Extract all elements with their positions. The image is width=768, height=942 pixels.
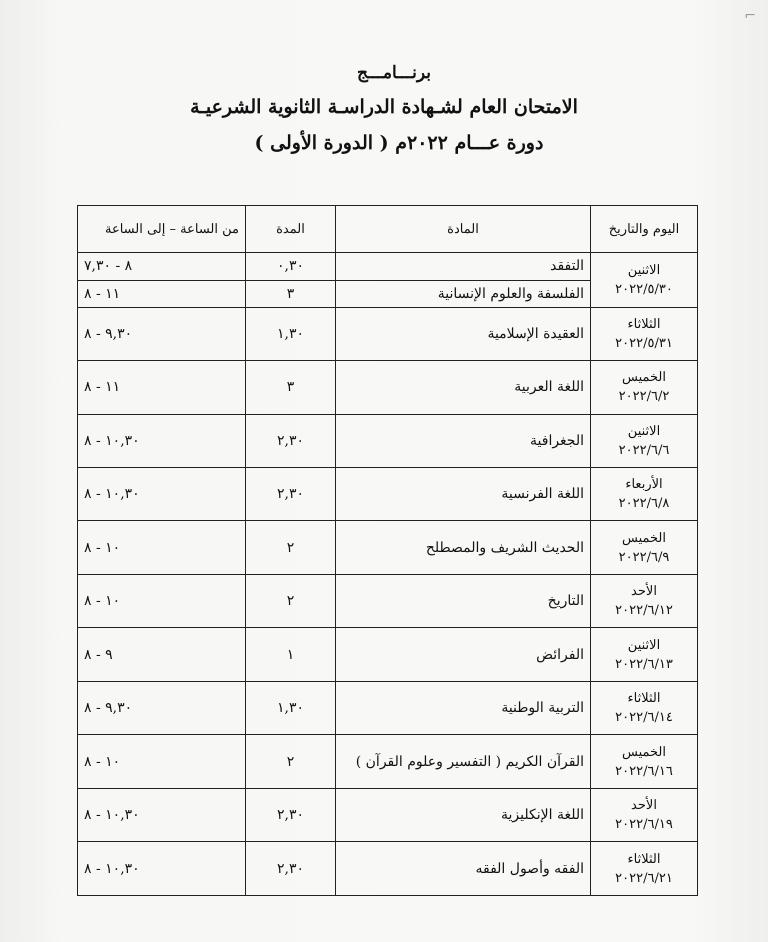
header-duration: المدة bbox=[246, 206, 336, 253]
table-row bbox=[78, 842, 698, 896]
time-range: ٨ - ١٠,٣٠ bbox=[84, 432, 140, 449]
table-header-row bbox=[78, 206, 698, 253]
day-name: الخميس bbox=[622, 744, 666, 760]
subject-cell: الجغرافية bbox=[336, 414, 591, 467]
exam-date: ٢٠٢٢/٦/١٤ bbox=[615, 710, 673, 726]
day-name: الأحد bbox=[631, 798, 657, 814]
subject-cell: الفلسفة والعلوم الإنسانية bbox=[336, 280, 591, 307]
exam-date: ٢٠٢٢/٦/١٩ bbox=[615, 817, 673, 833]
time-cell bbox=[78, 280, 246, 307]
exam-date: ٢٠٢٢/٦/٢١ bbox=[615, 870, 673, 886]
time-cell bbox=[78, 307, 246, 360]
exam-date: ٢٠٢٢/٥/٣٠ bbox=[615, 281, 673, 297]
exam-date: ٢٠٢٢/٦/١٣ bbox=[615, 656, 673, 672]
subject-cell: العقيدة الإسلامية bbox=[336, 307, 591, 360]
exam-date: ٢٠٢٢/٦/٨ bbox=[618, 496, 670, 512]
day-date-cell bbox=[591, 307, 698, 360]
duration-cell: ٢ bbox=[246, 521, 336, 574]
time-range: ٨ - ١٠,٣٠ bbox=[84, 807, 140, 824]
time-range: ٨ - ١٠,٣٠ bbox=[84, 486, 140, 503]
time-cell bbox=[78, 521, 246, 574]
table-row bbox=[78, 788, 698, 841]
table-row bbox=[78, 574, 698, 627]
subject-cell: اللغة الفرنسية bbox=[336, 468, 591, 521]
duration-cell: ١ bbox=[246, 628, 336, 681]
exam-date: ٢٠٢٢/٦/٩ bbox=[618, 549, 670, 565]
time-cell bbox=[78, 842, 246, 896]
day-name: الثلاثاء bbox=[627, 691, 661, 707]
day-date-cell bbox=[591, 253, 698, 308]
header-subject: المادة bbox=[336, 206, 591, 253]
day-date-cell bbox=[591, 574, 698, 627]
day-name: الخميس bbox=[622, 530, 666, 546]
subject-cell: الحديث الشريف والمصطلح bbox=[336, 521, 591, 574]
time-cell bbox=[78, 681, 246, 734]
time-range: ٨ - ٩,٣٠ bbox=[84, 325, 133, 342]
header-day-date: اليوم والتاريخ bbox=[591, 206, 698, 253]
time-range: ٨ - ٩ bbox=[84, 646, 113, 663]
exam-schedule-table bbox=[77, 205, 698, 896]
subject-cell: التاريخ bbox=[336, 574, 591, 627]
time-range: ٨ - ١٠ bbox=[84, 593, 121, 610]
program-title: برنـــامـــج bbox=[357, 63, 431, 83]
subject-cell: القرآن الكريم ( التفسير وعلوم القرآن ) bbox=[336, 735, 591, 788]
duration-cell: ٣ bbox=[246, 361, 336, 414]
time-cell bbox=[78, 361, 246, 414]
time-range: ٨ - ١٠ bbox=[84, 753, 121, 770]
document-header bbox=[0, 58, 768, 160]
duration-cell: ٢,٣٠ bbox=[246, 414, 336, 467]
time-cell bbox=[78, 414, 246, 467]
subject-cell: اللغة الإنكليزية bbox=[336, 788, 591, 841]
duration-cell: ١,٣٠ bbox=[246, 307, 336, 360]
time-cell bbox=[78, 788, 246, 841]
exam-date: ٢٠٢٢/٦/٦ bbox=[618, 442, 670, 458]
duration-cell: ٢,٣٠ bbox=[246, 842, 336, 896]
time-range: ٨ - ٩,٣٠ bbox=[84, 700, 133, 717]
table-row bbox=[78, 735, 698, 788]
duration-cell: ٢ bbox=[246, 735, 336, 788]
exam-date: ٢٠٢٢/٦/٢ bbox=[618, 389, 670, 405]
day-date-cell bbox=[591, 628, 698, 681]
session-title: دورة عـــام ٢٠٢٢م ( الدورة الأولى ) bbox=[254, 132, 544, 154]
table-row bbox=[78, 253, 698, 281]
day-date-cell bbox=[591, 788, 698, 841]
day-name: الاثنين bbox=[627, 637, 661, 653]
time-cell bbox=[78, 574, 246, 627]
day-date-cell bbox=[591, 414, 698, 467]
time-range: ٨ - ١١ bbox=[84, 379, 121, 396]
subject-cell: التربية الوطنية bbox=[336, 681, 591, 734]
subject-cell: التفقد bbox=[336, 253, 591, 281]
day-date-cell bbox=[591, 681, 698, 734]
day-name: الخميس bbox=[622, 370, 666, 386]
table-row bbox=[78, 307, 698, 360]
table-row bbox=[78, 361, 698, 414]
time-cell bbox=[78, 468, 246, 521]
day-name: الأربعاء bbox=[625, 477, 663, 493]
day-date-cell bbox=[591, 361, 698, 414]
day-name: الاثنين bbox=[627, 262, 661, 278]
time-range: ٨ - ١١ bbox=[84, 285, 121, 302]
time-range: ٨ - ١٠ bbox=[84, 539, 121, 556]
table-row bbox=[78, 414, 698, 467]
day-name: الثلاثاء bbox=[627, 851, 661, 867]
exam-date: ٢٠٢٢/٥/٣١ bbox=[615, 335, 673, 351]
duration-cell: ٢,٣٠ bbox=[246, 788, 336, 841]
exam-date: ٢٠٢٢/٦/١٦ bbox=[615, 763, 673, 779]
day-date-cell bbox=[591, 521, 698, 574]
subject-cell: اللغة العربية bbox=[336, 361, 591, 414]
time-cell bbox=[78, 253, 246, 281]
day-name: الأحد bbox=[631, 584, 657, 600]
exam-date: ٢٠٢٢/٦/١٢ bbox=[615, 603, 673, 619]
table-row bbox=[78, 521, 698, 574]
corner-mark: ⌐ bbox=[744, 8, 756, 24]
day-date-cell bbox=[591, 735, 698, 788]
exam-title: الامتحان العام لشـهادة الدراسـة الثانوية الشرعيـة bbox=[190, 96, 578, 118]
time-cell bbox=[78, 735, 246, 788]
duration-cell: ٣ bbox=[246, 280, 336, 307]
duration-cell: ١,٣٠ bbox=[246, 681, 336, 734]
table-row bbox=[78, 628, 698, 681]
table-row bbox=[78, 468, 698, 521]
subject-cell: الفرائض bbox=[336, 628, 591, 681]
subject-cell: الفقه وأصول الفقه bbox=[336, 842, 591, 896]
day-name: الثلاثاء bbox=[627, 316, 661, 332]
day-name: الاثنين bbox=[627, 423, 661, 439]
time-range: ٨ - ١٠,٣٠ bbox=[84, 860, 140, 877]
time-range: ٧,٣٠ - ٨ bbox=[84, 258, 133, 275]
table-row bbox=[78, 681, 698, 734]
header-time: من الساعة – إلى الساعة bbox=[78, 206, 246, 253]
time-cell bbox=[78, 628, 246, 681]
day-date-cell bbox=[591, 468, 698, 521]
duration-cell: ٢,٣٠ bbox=[246, 468, 336, 521]
day-date-cell bbox=[591, 842, 698, 896]
duration-cell: ٢ bbox=[246, 574, 336, 627]
duration-cell: ٠,٣٠ bbox=[246, 253, 336, 281]
